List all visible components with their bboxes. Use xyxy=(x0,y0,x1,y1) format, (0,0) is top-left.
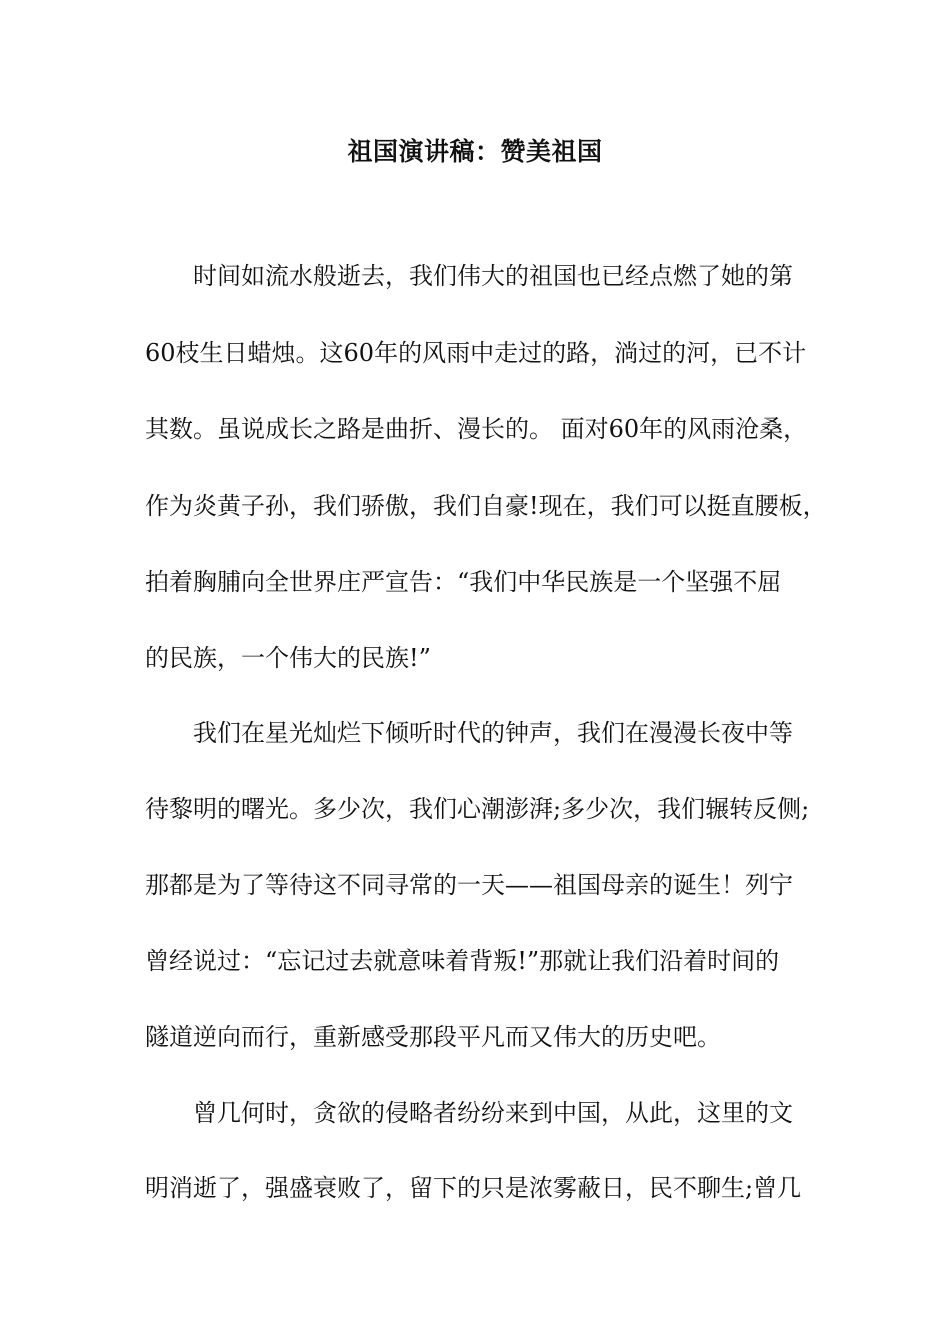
document-title: 祖国演讲稿：赞美祖国 xyxy=(347,137,603,166)
paragraph-2-line-5: 隧道逆向而行，重新感受那段平凡而又伟大的历史吧。 xyxy=(145,1023,721,1051)
paragraph-1-line-4: 作为炎黄子孙，我们骄傲，我们自豪!现在，我们可以挺直腰板， xyxy=(145,492,827,520)
paragraph-2-line-3: 那都是为了等待这不同寻常的一天——祖国母亲的诞生！列宁 xyxy=(145,871,793,899)
paragraph-1-line-2: 60枝生日蜡烛。这60年的风雨中走过的路，淌过的河，已不计 xyxy=(145,339,807,367)
paragraph-3-line-2: 明消逝了，强盛衰败了，留下的只是浓雾蔽日，民不聊生;曾几 xyxy=(145,1174,802,1202)
paragraph-1-line-3: 其数。虽说成长之路是曲折、漫长的。 面对60年的风雨沧桑， xyxy=(145,415,808,443)
paragraph-1-line-1: 时间如流水般逝去，我们伟大的祖国也已经点燃了她的第 xyxy=(193,262,793,290)
paragraph-2-line-1: 我们在星光灿烂下倾听时代的钟声，我们在漫漫长夜中等 xyxy=(193,719,793,747)
paragraph-2-line-2: 待黎明的曙光。多少次，我们心潮澎湃;多少次，我们辗转反侧; xyxy=(145,795,810,823)
paragraph-3-line-1: 曾几何时，贪欲的侵略者纷纷来到中国，从此，这里的文 xyxy=(193,1099,793,1127)
paragraph-1-line-5: 拍着胸脯向全世界庄严宣告：“我们中华民族是一个坚强不屈 xyxy=(145,568,782,596)
paragraph-2-line-4: 曾经说过：“忘记过去就意味着背叛!”那就让我们沿着时间的 xyxy=(145,947,780,975)
paragraph-1-line-6: 的民族，一个伟大的民族!” xyxy=(145,644,431,672)
